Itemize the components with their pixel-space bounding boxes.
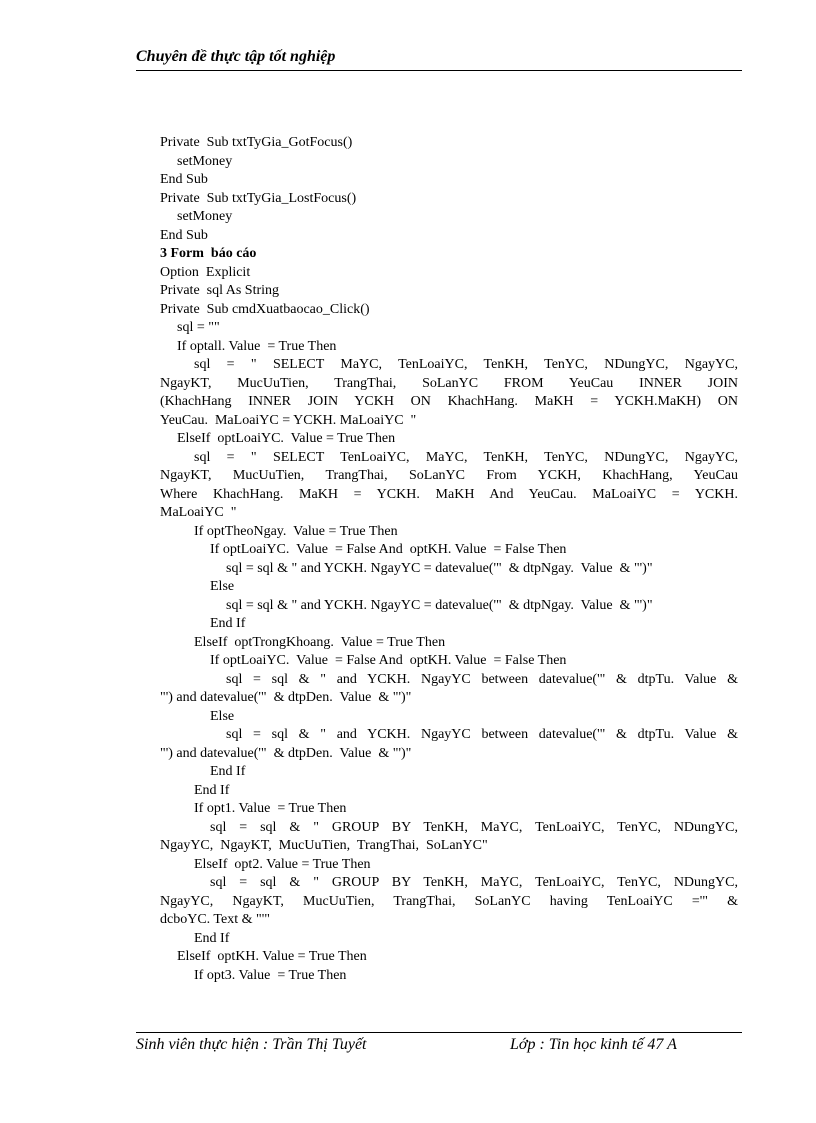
code-line: If optLoaiYC. Value = False And optKH. Value = False Then [210,653,567,668]
code-line: NgayKT, MucUuTien, TrangThai, SoLanYC FROM YeuCau INNER JOIN [160,375,738,391]
code-line: If optall. Value = True Then [177,338,337,354]
code-line: "') and datevalue('" & dtpDen. Value & "')" [160,690,412,705]
code-line: sql = sql & " and YCKH. NgayYC = datevalue('" & dtpNgay. Value & "')" [226,597,653,613]
code-line: sql = sql & " GROUP BY TenKH, MaYC, TenLoaiYC, TenYC, NDungYC, [210,819,738,835]
footer-divider [136,1032,742,1033]
code-line: If optLoaiYC. Value = False And optKH. Value = False Then [210,542,567,557]
code-line: MaLoaiYC " [160,505,237,520]
code-line: End If [194,782,230,798]
code-line: End If [194,930,230,946]
code-line: sql = sql & " and YCKH. NgayYC between datevalue('" & dtpTu. Value & [226,671,738,687]
footer-class: Lớp : Tin học kinh tế 47 A [510,1036,677,1053]
code-line: If optTheoNgay. Value = True Then [194,523,398,539]
code-line: sql = "" [177,320,220,335]
page-header-title: Chuyên đề thực tập tốt nghiệp [136,48,336,65]
code-line: sql = sql & " and YCKH. NgayYC = datevalue('" & dtpNgay. Value & "')" [226,560,653,576]
code-line: setMoney [177,209,233,224]
code-line: YeuCau. MaLoaiYC = YCKH. MaLoaiYC " [160,412,417,428]
code-line: (KhachHang INNER JOIN YCKH ON KhachHang. MaKH = YCKH.MaKH) ON [160,394,738,409]
code-line: Option Explicit [160,264,251,280]
code-line: ElseIf optLoaiYC. Value = True Then [177,431,396,446]
code-line: ElseIf opt2. Value = True Then [194,856,371,872]
code-line: NgayYC, NgayKT, MucUuTien, TrangThai, SoLanYC" [160,838,488,853]
code-line: sql = sql & " GROUP BY TenKH, MaYC, TenLoaiYC, TenYC, NDungYC, [210,875,738,890]
code-line: Else [210,708,235,724]
code-line: NgayKT, MucUuTien, TrangThai, SoLanYC From YCKH, KhachHang, YeuCau [160,468,738,483]
code-line: End If [210,616,246,631]
code-line: Else [210,579,235,594]
header-divider [136,70,742,71]
code-line: End Sub [160,172,208,187]
code-line: sql = " SELECT MaYC, TenLoaiYC, TenKH, TenYC, NDungYC, NgayYC, [194,357,738,372]
code-line: setMoney [177,153,233,169]
code-line: NgayYC, NgayKT, MucUuTien, TrangThai, SoLanYC having TenLoaiYC ='" & [160,893,738,909]
code-line: ElseIf optKH. Value = True Then [177,949,367,964]
code-line: Private Sub cmdXuatbaocao_Click() [160,301,370,317]
code-line: Private Sub txtTyGia_GotFocus() [160,135,353,150]
code-line: Private Sub txtTyGia_LostFocus() [160,190,357,206]
section-heading: 3 Form báo cáo [160,246,257,261]
code-line: sql = " SELECT TenLoaiYC, MaYC, TenKH, TenYC, NDungYC, NgayYC, [194,449,738,465]
code-line: If opt3. Value = True Then [194,967,347,983]
footer-student-name: Sinh viên thực hiện : Trần Thị Tuyết [136,1036,367,1053]
code-line: dcboYC. Text & "'" [160,912,270,927]
code-line: ElseIf optTrongKhoang. Value = True Then [194,634,446,650]
code-line: If opt1. Value = True Then [194,801,347,816]
code-line: Private sql As String [160,283,280,298]
code-line: "') and datevalue('" & dtpDen. Value & "')" [160,745,412,761]
code-line: End If [210,764,246,779]
code-line: sql = sql & " and YCKH. NgayYC between datevalue('" & dtpTu. Value & [226,727,738,742]
code-listing [160,134,738,985]
code-line: Where KhachHang. MaKH = YCKH. MaKH And YeuCau. MaLoaiYC = YCKH. [160,486,738,502]
code-line: End Sub [160,227,208,243]
